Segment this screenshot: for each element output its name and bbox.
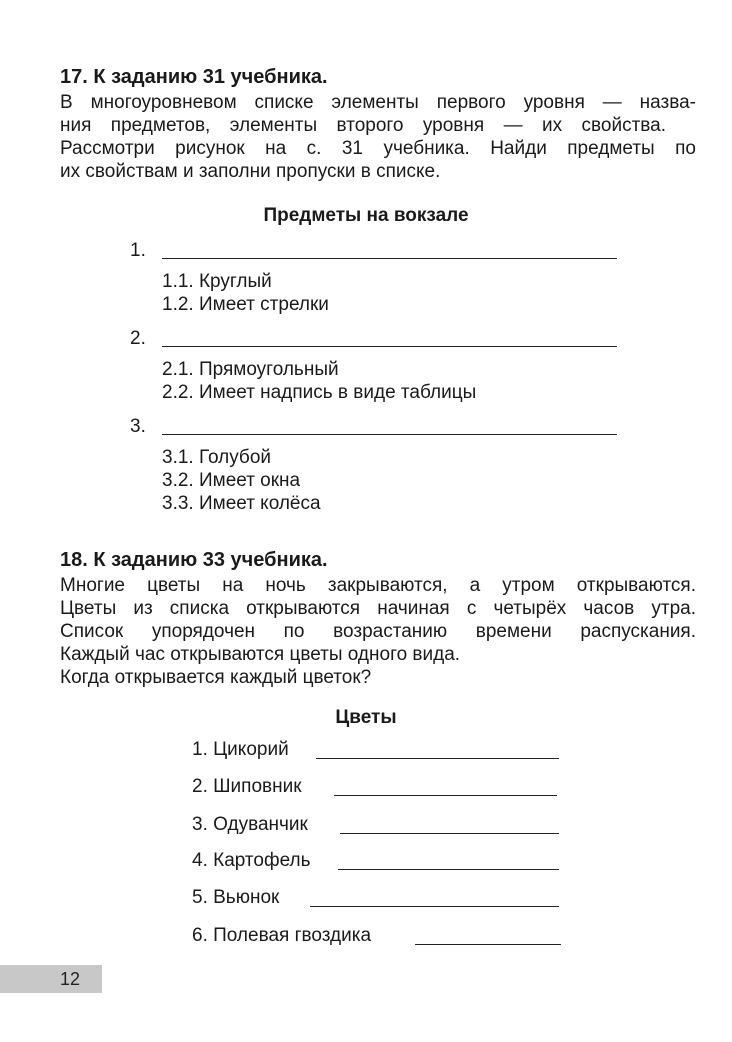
flower-6-blank[interactable] [415,944,561,945]
station-item-2-number: 2. [130,328,146,349]
station-item-3-number: 3. [130,416,146,437]
station-item-1-2: 1.2. Имеет стрелки [162,294,329,315]
task-17-line-1: В многоуровневом списке элементы первого уровня — назва- [60,92,696,113]
task-18-title: 18. К заданию 33 учебника. [60,549,328,571]
task-18-line-1: Многие цветы на ночь закрываются, а утром открываются. [60,575,696,596]
station-item-3-2: 3.2. Имеет окна [162,470,301,491]
list-title-station: Предметы на вокзале [263,205,469,226]
flower-4: 4. Картофель [192,850,311,871]
station-item-1-number: 1. [130,240,146,261]
page-number: 12 [60,969,81,989]
task-18-line-4: Каждый час открываются цветы одного вида. [60,644,461,665]
station-item-1-blank[interactable] [162,258,617,259]
task-18-text [60,574,696,689]
task-17-line-3: Рассмотри рисунок на с. 31 учебника. Найди предметы по [60,138,696,159]
flower-5: 5. Вьюнок [192,887,280,908]
station-item-1-1: 1.1. Круглый [162,271,272,292]
flower-2: 2. Шиповник [192,776,302,797]
flower-2-blank[interactable] [334,795,557,796]
flower-1-blank[interactable] [316,758,559,759]
station-item-3-3: 3.3. Имеет колёса [162,493,321,514]
task-17-text [60,91,696,183]
list-title-flowers: Цветы [335,707,397,728]
flower-1: 1. Цикорий [192,739,289,760]
page-number-tab [0,965,102,993]
task-18-line-5: Когда открывается каждый цветок? [60,667,372,688]
task-17-title: 17. К заданию 31 учебника. [60,66,328,88]
station-item-2-2: 2.2. Имеет надпись в виде таблицы [162,382,477,403]
station-item-2-1: 2.1. Прямоугольный [162,359,339,380]
task-18-line-3: Список упорядочен по возрастанию времени распускания. [60,621,696,642]
task-18-line-2: Цветы из списка открываются начиная с четырёх часов утра. [60,598,696,619]
flower-5-blank[interactable] [310,906,559,907]
task-17-line-4: их свойствам и заполни пропуски в списке. [60,161,441,182]
station-item-2-blank[interactable] [162,346,617,347]
flower-3-blank[interactable] [340,833,559,834]
station-item-3-blank[interactable] [162,434,617,435]
flower-3: 3. Одуванчик [192,814,308,835]
task-17-line-2: ния предметов, элементы второго уровня — их свойства. [60,115,666,136]
flower-4-blank[interactable] [338,869,559,870]
flower-6: 6. Полевая гвоздика [192,925,372,946]
station-item-3-1: 3.1. Голубой [162,447,271,468]
